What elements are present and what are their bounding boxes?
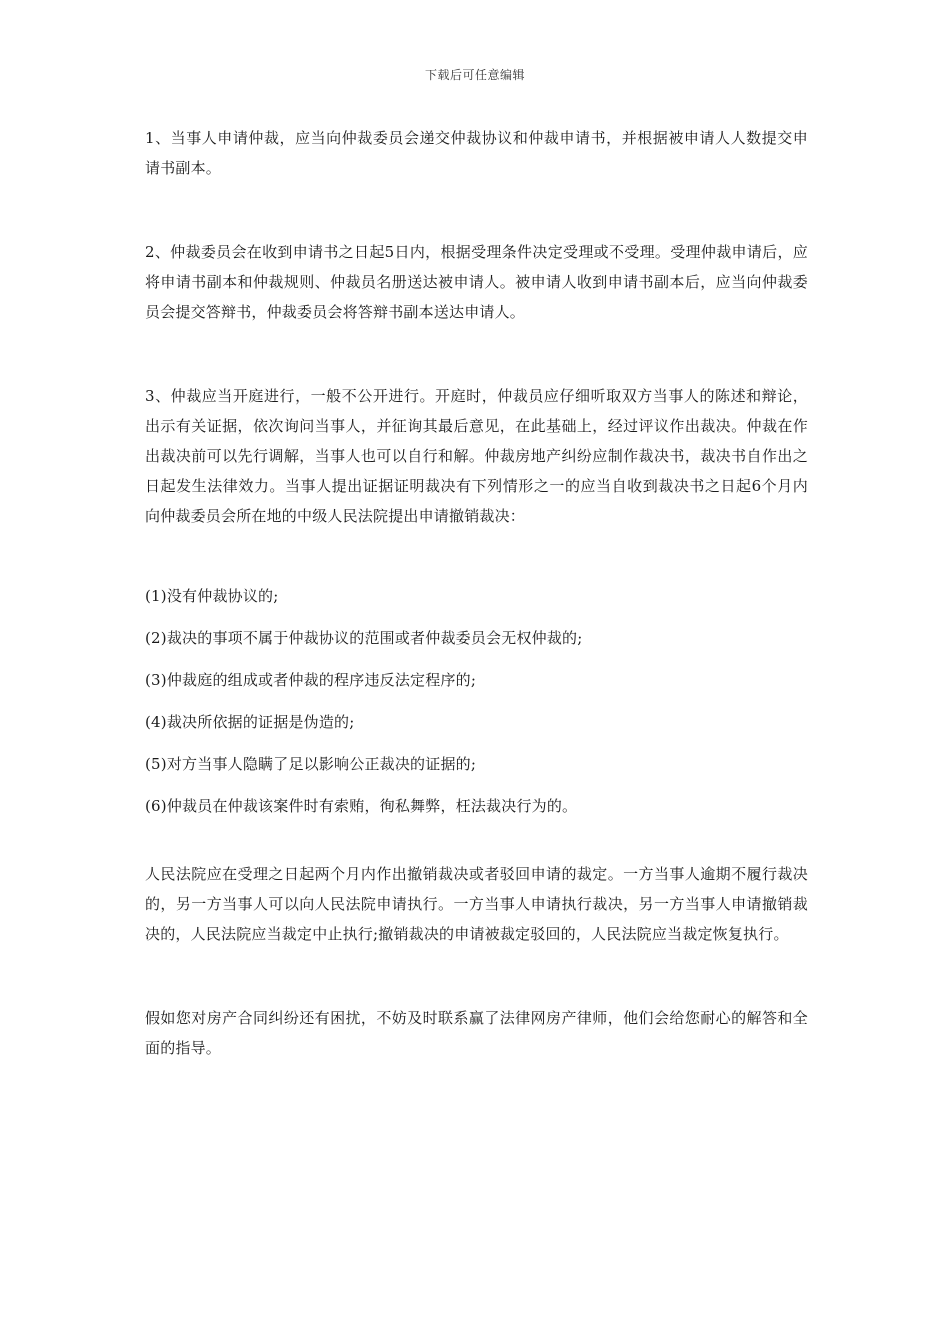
paragraph-step-1: 1、当事人申请仲裁，应当向仲裁委员会递交仲裁协议和仲裁申请书，并根据被申请人人数提交申请书副本。 bbox=[145, 129, 808, 177]
revocation-conditions-list bbox=[145, 585, 808, 817]
paragraph-step-3: 3、仲裁应当开庭进行，一般不公开进行。开庭时，仲裁员应仔细听取双方当事人的陈述和辩论，出示有关证据，依次询问当事人，并征询其最后意见，在此基础上，经过评议作出裁决。仲裁在作出裁决前可以先行调解，当事人也可以自行和解。仲裁房地产纠纷应制作裁决书，裁决书自作出之日起发生法律效力。当事人提出证据证明裁决有下列情形之一的应当自收到裁决书之日起6个月内向仲裁委员会所在地的中级人民法院提出申请撤销裁决： bbox=[145, 387, 808, 525]
document-body bbox=[145, 123, 808, 1063]
list-item: (1)没有仲裁协议的; bbox=[145, 587, 279, 605]
list-item: (6)仲裁员在仲裁该案件时有索贿，徇私舞弊，枉法裁决行为的。 bbox=[145, 797, 578, 815]
list-item: (3)仲裁庭的组成或者仲裁的程序违反法定程序的; bbox=[145, 671, 477, 689]
list-item: (2)裁决的事项不属于仲裁协议的范围或者仲裁委员会无权仲裁的; bbox=[145, 629, 583, 647]
page-header: 下载后可任意编辑 bbox=[424, 68, 525, 82]
paragraph-step-2: 2、仲裁委员会在收到申请书之日起5日内，根据受理条件决定受理或不受理。受理仲裁申请后，应将申请书副本和仲裁规则、仲裁员名册送达被申请人。被申请人收到申请书副本后，应当向仲裁委员会提交答辩书，仲裁委员会将答辩书副本送达申请人。 bbox=[145, 243, 808, 321]
list-item: (5)对方当事人隐瞒了足以影响公正裁决的证据的; bbox=[145, 755, 477, 773]
list-item: (4)裁决所依据的证据是伪造的; bbox=[145, 713, 355, 731]
paragraph-court-ruling: 人民法院应在受理之日起两个月内作出撤销裁决或者驳回申请的裁定。一方当事人逾期不履行裁决的，另一方当事人可以向人民法院申请执行。一方当事人申请执行裁决，另一方当事人申请撤销裁决的，人民法院应当裁定中止执行;撤销裁决的申请被裁定驳回的，人民法院应当裁定恢复执行。 bbox=[145, 865, 808, 943]
paragraph-contact-lawyer: 假如您对房产合同纠纷还有困扰，不妨及时联系赢了法律网房产律师，他们会给您耐心的解答和全面的指导。 bbox=[145, 1009, 808, 1057]
